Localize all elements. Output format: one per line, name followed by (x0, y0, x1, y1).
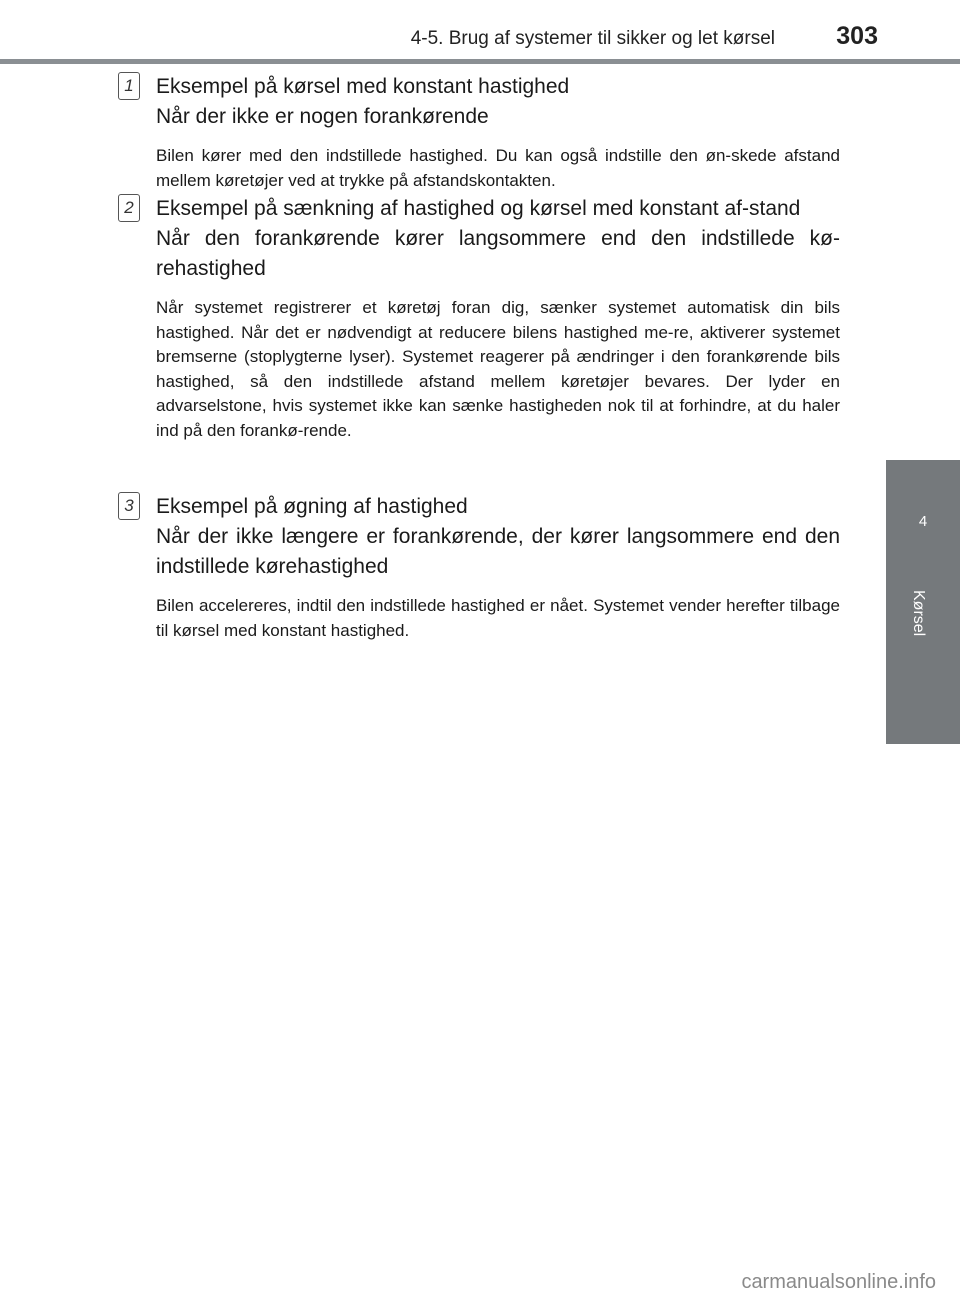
section-number-badge: 3 (118, 492, 140, 520)
section-2 (118, 194, 840, 443)
header-rule (0, 59, 960, 64)
section-heading (156, 492, 840, 582)
heading-line: Når der ikke længere er forankørende, der kører langsommere end den indstillede kørehastighed (156, 525, 840, 578)
page-number: 303 (836, 22, 878, 50)
chapter-number: 4 (918, 513, 928, 530)
heading-line: Eksempel på kørsel med konstant hastighed (156, 75, 570, 98)
section-number-badge: 2 (118, 194, 140, 222)
chapter-tab (886, 460, 960, 744)
chapter-label: Kørsel (910, 590, 927, 637)
section-body: Når systemet registrerer et køretøj foran dig, sænker systemet automatisk din bils hastighed. Når det er nødvendigt at reducere bilens hastighed me-re, aktiverer systemet bremserne (stoplygterne lyser). Systemet reagerer på ændringer i den forankørende bils hastighed, så den indstillede afstand mellem køretøjer bevares. Der lyder en advarselstone, hvis systemet ikke kan sænke hastigheden nok til at forhindre, at du haler ind på den forankø-rende. (156, 298, 840, 440)
section-number-badge: 1 (118, 72, 140, 100)
heading-line: Eksempel på øgning af hastighed (156, 495, 468, 518)
section-3 (118, 492, 840, 643)
heading-line: Eksempel på sænkning af hastighed og kørsel med konstant af-stand (156, 197, 801, 220)
header-title: 4-5. Brug af systemer til sikker og let kørsel (410, 28, 775, 49)
section-body: Bilen accelereres, indtil den indstillede hastighed er nået. Systemet vender herefter tilbage til kørsel med konstant hastighed. (156, 596, 840, 640)
section-heading (156, 72, 840, 132)
section-heading (156, 194, 840, 284)
section-1 (118, 72, 840, 193)
watermark: carmanualsonline.info (741, 1271, 936, 1293)
section-body: Bilen kører med den indstillede hastighed. Du kan også indstille den øn-skede afstand mellem køretøjer ved at trykke på afstandskontakten. (156, 146, 840, 190)
heading-line: Når der ikke er nogen forankørende (156, 105, 489, 128)
heading-line: Når den forankørende kører langsommere end den indstillede kø-rehastighed (156, 227, 840, 280)
